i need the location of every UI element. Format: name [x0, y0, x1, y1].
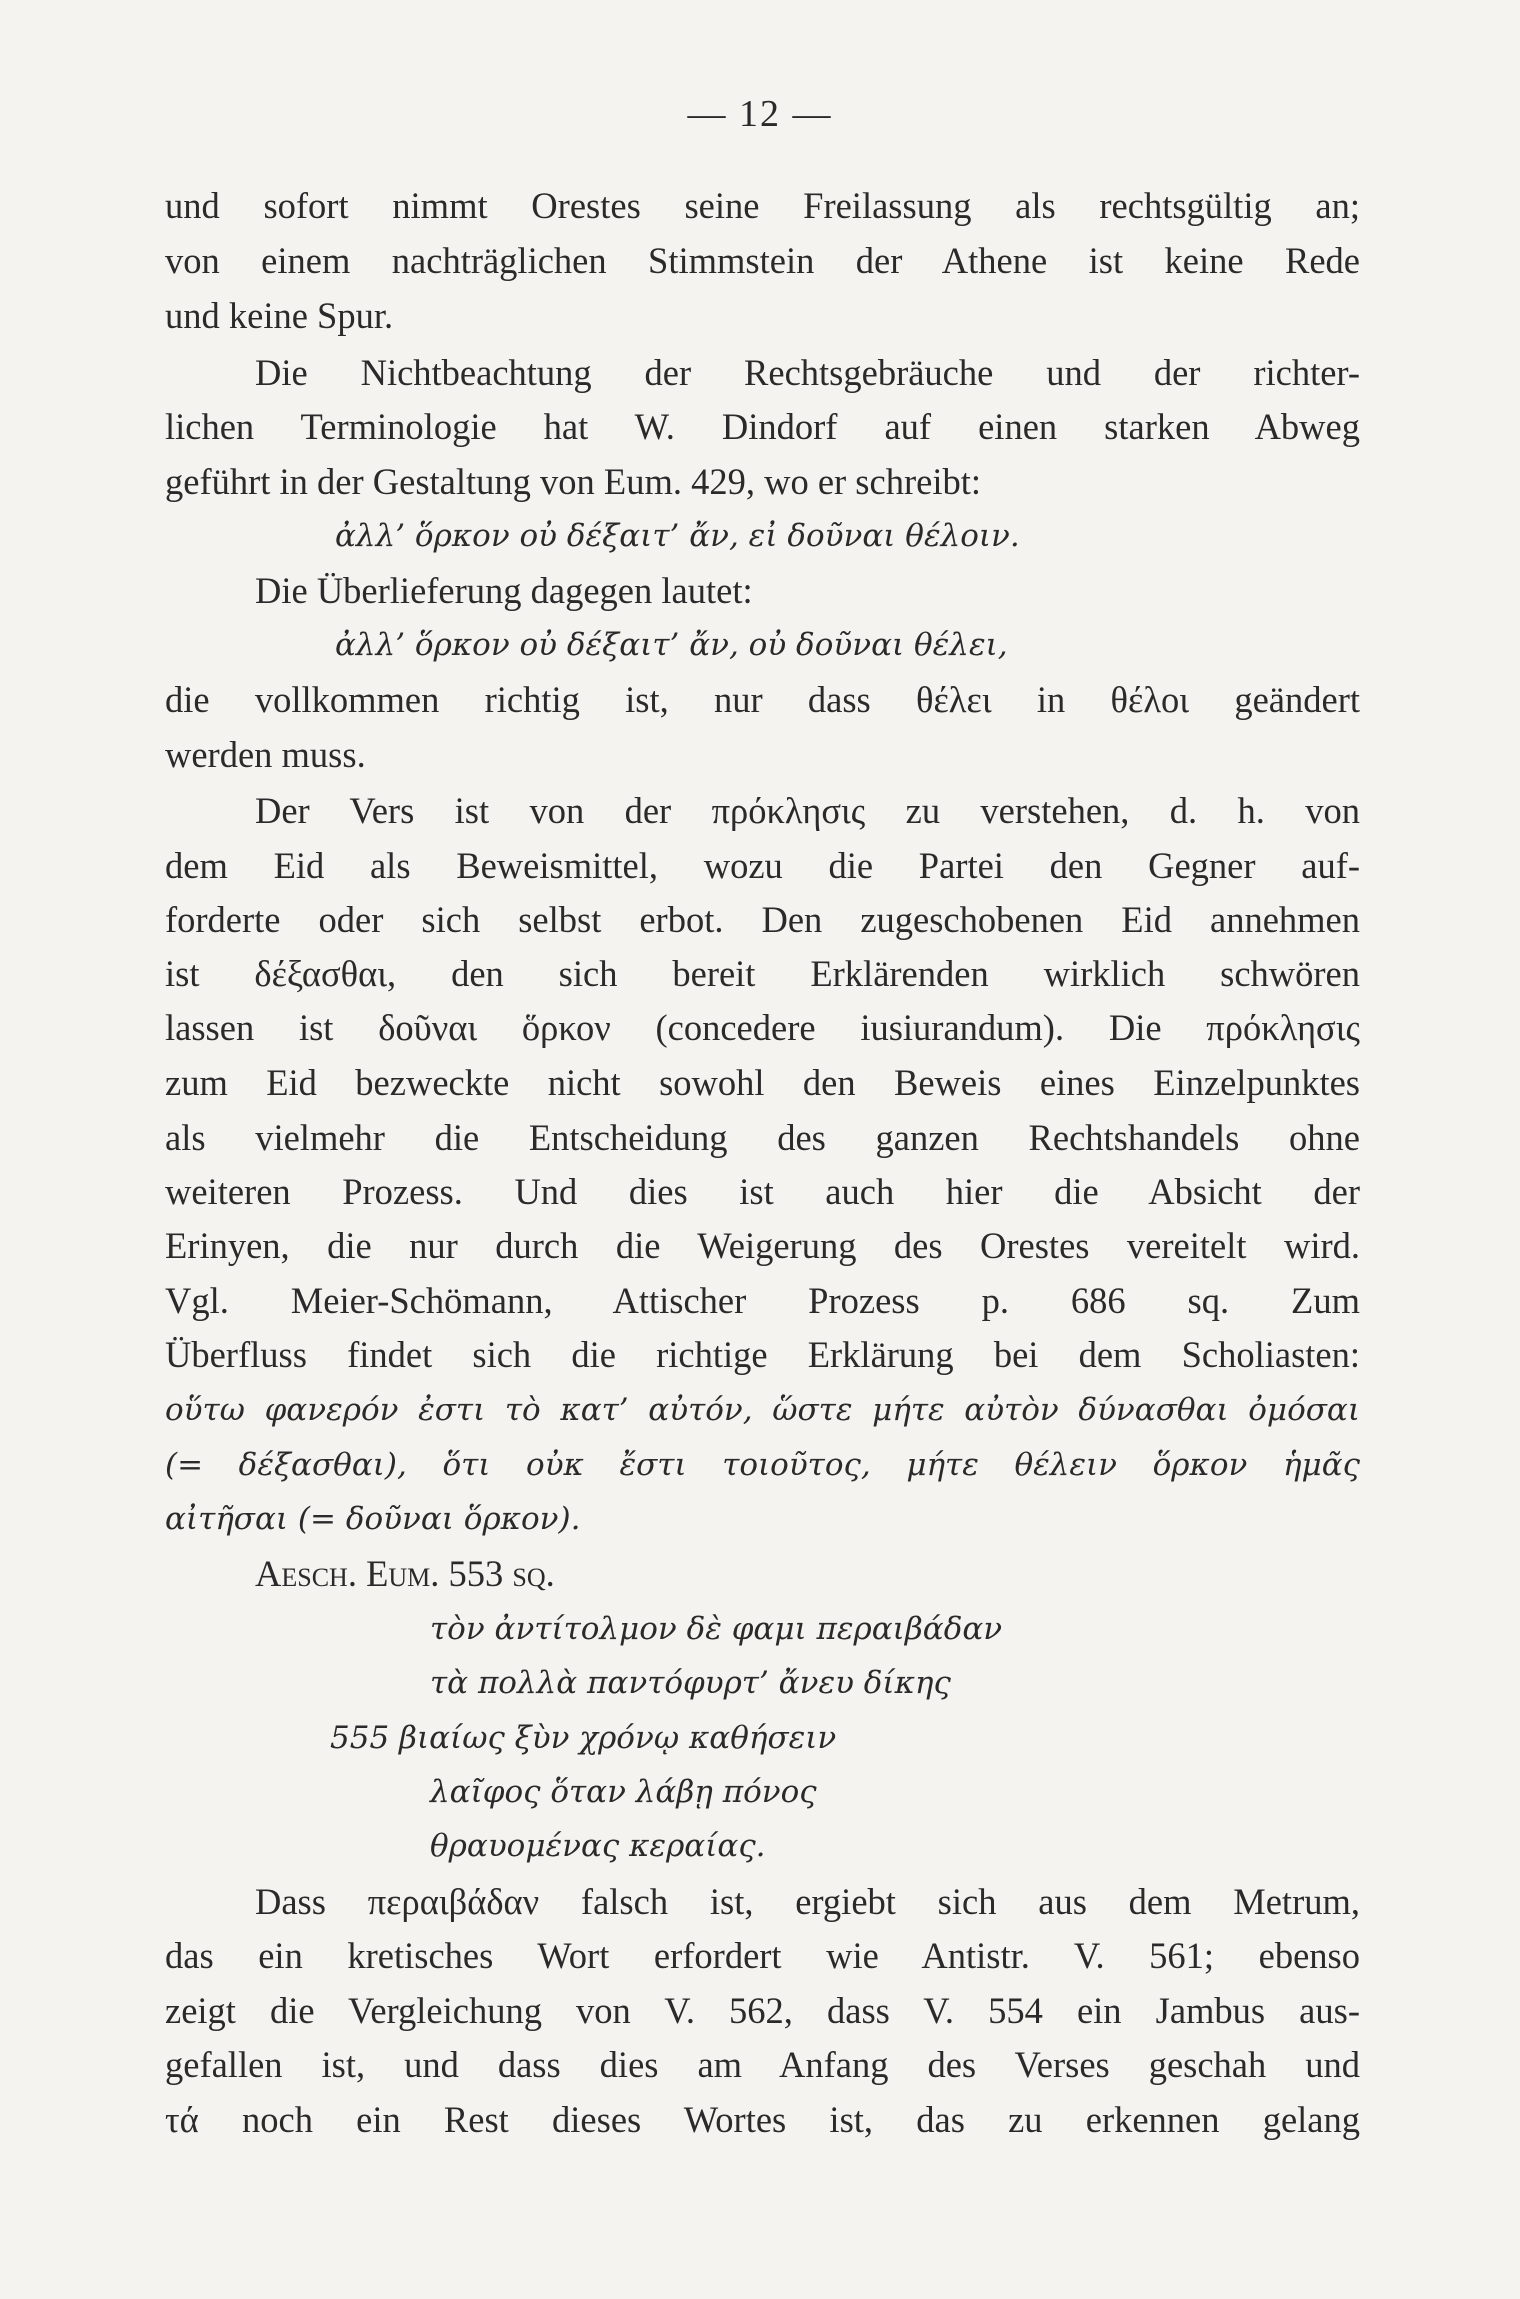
greek-text-line: (= δέξασθαι), ὅτι οὐκ ἔστι τοιοῦτος, μήτε θέλειν ὅρκον ἡμᾶς — [165, 1447, 1360, 1483]
verse-line: τὸν ἀντίτολμον δὲ φαμι περαιβάδαν — [430, 1611, 1003, 1647]
text-line: zeigt die Vergleichung von V. 562, dass V. 554 ein Jambus aus- — [165, 1990, 1360, 2031]
citation-line: Aesch. Eum. 553 sq. — [255, 1553, 555, 1594]
verse-line: λαῖφος ὅταν λάβῃ πόνος — [430, 1774, 817, 1810]
greek-text-line: αἰτῆσαι (= δοῦναι ὅρκον). — [165, 1501, 581, 1537]
text-line: τά noch ein Rest dieses Wortes ist, das zu erkennen gelang — [165, 2099, 1360, 2140]
text-line: das ein kretisches Wort erfordert wie Antistr. V. 561; ebenso — [165, 1935, 1360, 1976]
text-line: lichen Terminologie hat W. Dindorf auf einen starken Abweg — [165, 406, 1360, 447]
text-line: weiteren Prozess. Und dies ist auch hier die Absicht der — [165, 1171, 1360, 1212]
greek-quote-line: ἀλλ’ ὅρκον οὐ δέξαιτ’ ἄν, οὐ δοῦναι θέλει, — [335, 627, 1008, 663]
text-line: lassen ist δοῦναι ὅρκον (concedere iusiurandum). Die πρόκλησις — [165, 1007, 1360, 1048]
verse-line: τὰ πολλὰ παντόφυρτ’ ἄνευ δίκης — [430, 1665, 951, 1701]
text-line: Die Überlieferung dagegen lautet: — [255, 570, 753, 611]
text-line: Überfluss findet sich die richtige Erklärung bei dem Scholiasten: — [165, 1334, 1360, 1375]
text-line: die vollkommen richtig ist, nur dass θέλει in θέλοι geändert — [165, 679, 1360, 720]
text-line: dem Eid als Beweismittel, wozu die Partei den Gegner auf- — [165, 845, 1360, 886]
page-number: — 12 — — [687, 93, 833, 135]
text-line: zum Eid bezweckte nicht sowohl den Beweis eines Einzelpunktes — [165, 1062, 1360, 1103]
text-line: werden muss. — [165, 734, 366, 775]
verse-line: θραυομένας κεραίας. — [430, 1828, 766, 1864]
text-line: und keine Spur. — [165, 295, 394, 336]
text-line: Vgl. Meier-Schömann, Attischer Prozess p. 686 sq. Zum — [165, 1280, 1360, 1321]
text-line: von einem nachträglichen Stimmstein der Athene ist keine Rede — [165, 240, 1360, 281]
text-line: Dass περαιβάδαν falsch ist, ergiebt sich aus dem Metrum, — [255, 1881, 1360, 1922]
text-line: Erinyen, die nur durch die Weigerung des Orestes vereitelt wird. — [165, 1225, 1360, 1266]
text-line: gefallen ist, und dass dies am Anfang des Verses geschah und — [165, 2044, 1360, 2085]
greek-text-line: οὕτω φανερόν ἐστι τὸ κατ’ αὐτόν, ὥστε μήτε αὐτὸν δύνασθαι ὀμόσαι — [165, 1392, 1360, 1428]
text-line: ist δέξασθαι, den sich bereit Erklärenden wirklich schwören — [165, 953, 1360, 994]
greek-quote-line: ἀλλ’ ὅρκον οὐ δέξαιτ’ ἄν, εἰ δοῦναι θέλοιν. — [335, 518, 1020, 554]
text-line: Die Nichtbeachtung der Rechtsgebräuche und der richter- — [255, 352, 1360, 393]
text-line: geführt in der Gestaltung von Eum. 429, wo er schreibt: — [165, 461, 981, 502]
text-line: Der Vers ist von der πρόκλησις zu verstehen, d. h. von — [255, 790, 1360, 831]
text-line: als vielmehr die Entscheidung des ganzen Rechtshandels ohne — [165, 1117, 1360, 1158]
text-line: und sofort nimmt Orestes seine Freilassung als rechtsgültig an; — [165, 185, 1360, 226]
verse-line: 555 βιαίως ξὺν χρόνῳ καθήσειν — [330, 1720, 837, 1756]
text-line: forderte oder sich selbst erbot. Den zugeschobenen Eid annehmen — [165, 899, 1360, 940]
